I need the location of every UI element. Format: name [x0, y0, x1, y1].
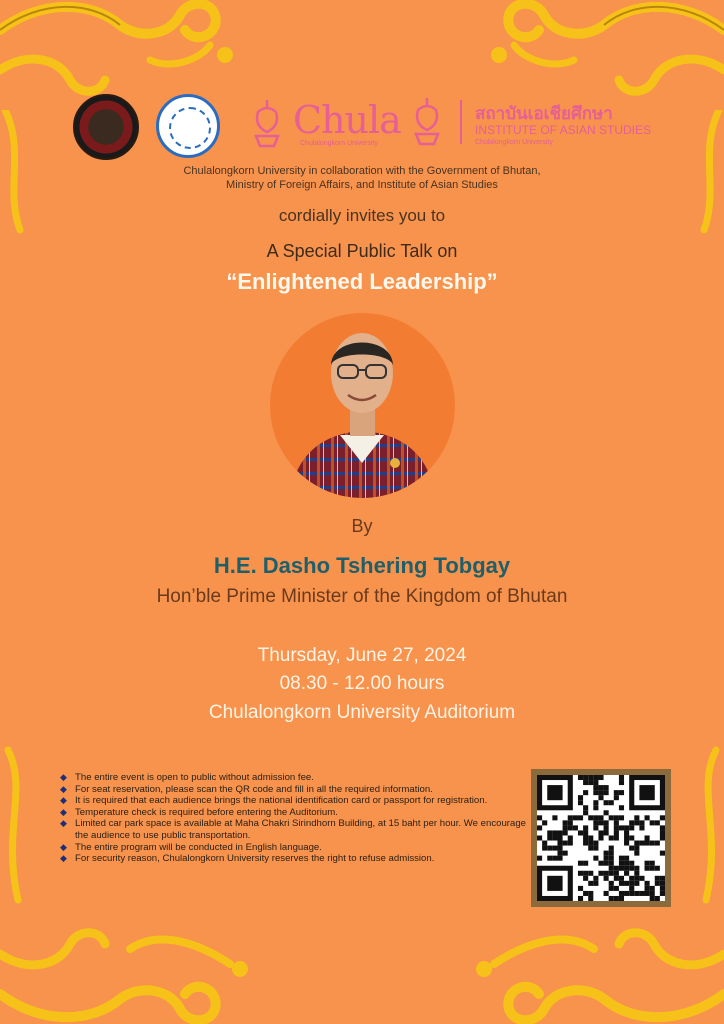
logo-divider	[460, 100, 462, 144]
ias-thai-name: สถาบันเอเชียศึกษา	[475, 104, 613, 123]
ornament-left-edge	[0, 110, 30, 910]
talk-type: A Special Public Talk on	[266, 241, 458, 261]
collab-line-1: Chulalongkorn University in collaboration with the Government of Bhutan,	[183, 165, 541, 177]
bhutan-emblem-icon	[73, 94, 139, 160]
event-venue: Chulalongkorn University Auditorium	[208, 702, 516, 723]
logo-row	[0, 92, 724, 162]
talk-topic: “Enlightened Leadership”	[226, 269, 498, 294]
by-label: By	[351, 516, 373, 536]
speaker-name: H.E. Dasho Tshering Tobgay	[213, 553, 511, 578]
diamond-bullet-icon: ◆	[60, 841, 67, 852]
note-item: ◆ The entire event is open to public without admission fee.	[60, 772, 314, 783]
diamond-bullet-icon: ◆	[60, 783, 67, 794]
chula-emblem-icon	[252, 98, 282, 150]
invitation-line: cordially invites you to	[278, 206, 446, 225]
qr-code-icon	[537, 775, 665, 901]
diamond-bullet-icon: ◆	[60, 795, 67, 806]
ornament-bottom-right	[464, 904, 724, 1024]
note-item: ◆ Temperature check is required before entering the Auditorium.	[60, 806, 338, 818]
chula-subtitle: Chulalongkorn University	[300, 140, 378, 147]
diamond-bullet-icon: ◆	[60, 853, 67, 864]
note-item: ◆ For seat reservation, please scan the QR code and fill in all the required information.	[60, 783, 433, 795]
ias-emblem-icon	[412, 96, 442, 148]
speaker-role: Hon’ble Prime Minister of the Kingdom of Bhutan	[156, 586, 568, 607]
ornament-bottom-left	[0, 904, 260, 1024]
event-date: Thursday, June 27, 2024	[257, 645, 467, 666]
mfa-seal-icon	[156, 94, 220, 158]
note-item: ◆ Limited car park space is available at Maha Chakri Sirindhorn Building, at 15 baht per hour. We encourage the audience to use public transportation.	[60, 818, 526, 841]
speaker-portrait	[270, 313, 455, 498]
ias-subtitle: Chulalongkorn University	[475, 139, 553, 146]
diamond-bullet-icon: ◆	[60, 772, 67, 782]
note-item: ◆ For security reason, Chulalongkorn University reserves the right to refuse admission.	[60, 853, 435, 865]
chula-wordmark: Chula	[293, 98, 401, 142]
diamond-bullet-icon: ◆	[60, 806, 67, 817]
ias-english-name: INSTITUTE OF ASIAN STUDIES	[475, 123, 652, 137]
note-item: ◆ The entire program will be conducted in English language.	[60, 841, 322, 853]
collab-line-2: Ministry of Foreign Affairs, and Institute of Asian Studies	[226, 179, 498, 191]
ornament-right-edge	[694, 110, 724, 910]
registration-qr-code[interactable]	[531, 769, 671, 907]
diamond-bullet-icon: ◆	[60, 818, 67, 829]
notes-list	[60, 772, 530, 865]
collaboration-text	[0, 164, 724, 192]
event-time: 08.30 - 12.00 hours	[279, 673, 445, 694]
note-item: ◆ It is required that each audience brings the national identification card or passport for registration.	[60, 795, 488, 807]
